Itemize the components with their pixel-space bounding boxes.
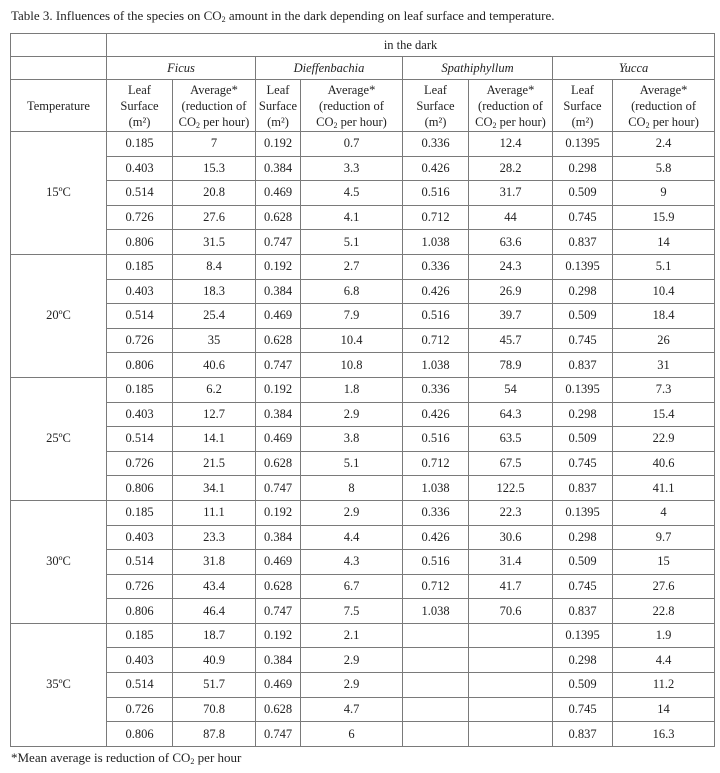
temperature-cell: 35ºC [11,623,107,746]
table-row [11,304,715,329]
leaf-surface-cell: 0.726 [107,205,173,230]
leaf-surface-cell: 0.426 [403,525,469,550]
leaf-surface-cell [403,722,469,747]
leaf-surface-cell: 0.336 [403,254,469,279]
average-cell: 7.5 [301,599,403,624]
avg-line-3-suffix: per hour) [496,114,546,129]
table-row [11,550,715,575]
average-cell: 10.4 [301,328,403,353]
leaf-surface-cell: 0.185 [107,623,173,648]
leaf-surface-cell: 0.514 [107,181,173,206]
average-cell: 25.4 [173,304,256,329]
average-cell: 0.7 [301,132,403,157]
table-row [11,623,715,648]
avg-line-2: (reduction of [478,98,543,113]
leaf-surface-cell: 0.514 [107,550,173,575]
table-row [11,697,715,722]
average-cell [469,623,553,648]
average-cell: 7.9 [301,304,403,329]
leaf-line-3: (m²) [571,114,594,129]
average-cell [469,673,553,698]
leaf-surface-cell: 0.806 [107,476,173,501]
leaf-surface-cell: 0.426 [403,279,469,304]
leaf-surface-cell: 0.837 [553,230,613,255]
average-cell [469,722,553,747]
footnote-suffix: per hour [194,750,242,765]
leaf-surface-cell: 0.628 [256,205,301,230]
header-leaf-surface [107,80,173,132]
leaf-surface-cell: 0.516 [403,427,469,452]
header-average [469,80,553,132]
temperature-cell: 30ºC [11,500,107,623]
leaf-surface-cell: 0.1395 [553,500,613,525]
leaf-surface-cell: 0.745 [553,205,613,230]
leaf-line-1: Leaf [571,82,594,97]
co2-table [10,33,715,747]
footnote-prefix: *Mean average is reduction of CO [11,750,191,765]
leaf-surface-cell: 0.185 [107,377,173,402]
leaf-surface-cell: 0.1395 [553,377,613,402]
average-cell: 11.1 [173,500,256,525]
header-row-columns [11,80,715,132]
leaf-surface-cell: 0.712 [403,451,469,476]
table-row [11,230,715,255]
average-cell: 34.1 [173,476,256,501]
leaf-surface-cell: 0.192 [256,500,301,525]
average-cell: 5.8 [613,156,715,181]
average-cell: 70.6 [469,599,553,624]
average-cell: 78.9 [469,353,553,378]
leaf-surface-cell [403,648,469,673]
leaf-line-2: Surface [120,98,159,113]
average-cell: 18.7 [173,623,256,648]
leaf-line-1: Leaf [424,82,447,97]
average-cell: 87.8 [173,722,256,747]
leaf-surface-cell: 0.837 [553,722,613,747]
average-cell: 67.5 [469,451,553,476]
average-cell [469,697,553,722]
leaf-surface-cell: 0.469 [256,427,301,452]
average-cell: 1.8 [301,377,403,402]
leaf-surface-cell: 0.403 [107,402,173,427]
avg-line-3-suffix: per hour) [337,114,387,129]
leaf-surface-cell [403,623,469,648]
avg-line-3-prefix: CO [628,114,646,129]
leaf-surface-cell: 0.336 [403,377,469,402]
header-row-species [11,57,715,80]
average-cell: 8.4 [173,254,256,279]
leaf-surface-cell: 0.185 [107,254,173,279]
avg-line-2: (reduction of [181,98,247,113]
avg-line-1: Average* [486,82,535,97]
leaf-surface-cell: 0.745 [553,328,613,353]
leaf-line-3: (m²) [128,114,151,129]
table-row [11,132,715,157]
table-row [11,328,715,353]
average-cell: 122.5 [469,476,553,501]
average-cell: 22.9 [613,427,715,452]
leaf-surface-cell: 0.514 [107,304,173,329]
leaf-surface-cell: 0.298 [553,402,613,427]
leaf-surface-cell: 0.336 [403,500,469,525]
leaf-surface-cell: 0.806 [107,599,173,624]
average-cell: 27.6 [173,205,256,230]
header-species-yucca: Yucca [553,57,715,80]
leaf-surface-cell: 0.509 [553,550,613,575]
average-cell: 3.3 [301,156,403,181]
avg-line-1: Average* [190,82,238,97]
average-cell: 40.6 [173,353,256,378]
header-species-ficus: Ficus [107,57,256,80]
average-cell: 9 [613,181,715,206]
header-leaf-surface [256,80,301,132]
leaf-surface-cell: 0.726 [107,451,173,476]
leaf-surface-cell: 0.298 [553,648,613,673]
caption-prefix: Table 3. Influences of the species on CO [11,8,222,23]
average-cell: 23.3 [173,525,256,550]
avg-line-3-sub: 2 [333,120,338,130]
leaf-surface-cell [403,697,469,722]
leaf-surface-cell: 0.384 [256,402,301,427]
average-cell: 7 [173,132,256,157]
leaf-surface-cell: 0.192 [256,377,301,402]
leaf-surface-cell: 0.384 [256,525,301,550]
average-cell: 31 [613,353,715,378]
avg-line-3-sub: 2 [492,120,497,130]
leaf-surface-cell: 1.038 [403,476,469,501]
average-cell: 2.9 [301,648,403,673]
average-cell: 4.3 [301,550,403,575]
average-cell: 14 [613,230,715,255]
table-caption [11,8,554,24]
leaf-surface-cell [403,673,469,698]
leaf-surface-cell: 0.628 [256,574,301,599]
leaf-surface-cell: 1.038 [403,230,469,255]
average-cell: 15.3 [173,156,256,181]
average-cell: 2.9 [301,500,403,525]
leaf-surface-cell: 0.516 [403,304,469,329]
table-row [11,722,715,747]
table-row [11,156,715,181]
average-cell: 10.4 [613,279,715,304]
avg-line-3-prefix: CO [178,114,197,129]
leaf-surface-cell: 0.192 [256,132,301,157]
leaf-surface-cell: 0.806 [107,353,173,378]
average-cell: 35 [173,328,256,353]
leaf-surface-cell: 0.712 [403,574,469,599]
average-cell: 24.3 [469,254,553,279]
leaf-surface-cell: 0.747 [256,353,301,378]
leaf-surface-cell: 0.403 [107,648,173,673]
footnote [11,750,241,766]
leaf-line-1: Leaf [128,82,151,97]
leaf-surface-cell: 0.426 [403,402,469,427]
avg-line-1: Average* [327,82,376,97]
leaf-surface-cell: 0.403 [107,525,173,550]
table-row [11,500,715,525]
table-row [11,181,715,206]
leaf-surface-cell: 0.185 [107,500,173,525]
avg-line-3-suffix: per hour) [200,114,250,129]
table-row [11,205,715,230]
average-cell: 39.7 [469,304,553,329]
header-temperature: Temperature [11,80,107,132]
average-cell: 45.7 [469,328,553,353]
average-cell: 5.1 [301,230,403,255]
average-cell: 63.5 [469,427,553,452]
leaf-line-1: Leaf [266,82,290,97]
leaf-surface-cell: 0.1395 [553,623,613,648]
average-cell: 20.8 [173,181,256,206]
table-row [11,451,715,476]
average-cell: 4 [613,500,715,525]
temperature-cell: 25ºC [11,377,107,500]
average-cell: 26.9 [469,279,553,304]
table-row [11,648,715,673]
leaf-surface-cell: 0.837 [553,353,613,378]
leaf-surface-cell: 0.298 [553,156,613,181]
leaf-surface-cell: 0.298 [553,525,613,550]
header-leaf-surface [403,80,469,132]
avg-line-3-prefix: CO [475,114,493,129]
average-cell: 30.6 [469,525,553,550]
average-cell: 2.7 [301,254,403,279]
average-cell: 12.7 [173,402,256,427]
leaf-surface-cell: 0.384 [256,156,301,181]
average-cell: 27.6 [613,574,715,599]
average-cell: 6.7 [301,574,403,599]
average-cell: 54 [469,377,553,402]
leaf-surface-cell: 0.747 [256,722,301,747]
average-cell: 14.1 [173,427,256,452]
average-cell: 2.9 [301,673,403,698]
average-cell: 5.1 [301,451,403,476]
table-row [11,353,715,378]
average-cell: 8 [301,476,403,501]
average-cell: 26 [613,328,715,353]
table-row [11,525,715,550]
leaf-surface-cell: 0.726 [107,574,173,599]
average-cell: 43.4 [173,574,256,599]
average-cell: 18.3 [173,279,256,304]
average-cell: 9.7 [613,525,715,550]
average-cell: 14 [613,697,715,722]
leaf-surface-cell: 0.806 [107,722,173,747]
leaf-surface-cell: 0.509 [553,427,613,452]
leaf-surface-cell: 0.745 [553,451,613,476]
table-row [11,279,715,304]
average-cell: 11.2 [613,673,715,698]
average-cell: 2.1 [301,623,403,648]
header-empty-cell [11,34,107,57]
average-cell: 64.3 [469,402,553,427]
caption-subscript: 2 [221,15,226,24]
leaf-surface-cell: 0.336 [403,132,469,157]
leaf-surface-cell: 0.509 [553,304,613,329]
leaf-surface-cell: 0.192 [256,254,301,279]
leaf-surface-cell: 0.469 [256,550,301,575]
table-row [11,476,715,501]
table-row [11,574,715,599]
average-cell: 28.2 [469,156,553,181]
average-cell: 4.7 [301,697,403,722]
leaf-surface-cell: 0.185 [107,132,173,157]
average-cell: 6.2 [173,377,256,402]
average-cell: 3.8 [301,427,403,452]
average-cell: 2.9 [301,402,403,427]
average-cell: 4.1 [301,205,403,230]
leaf-surface-cell: 0.745 [553,697,613,722]
average-cell: 16.3 [613,722,715,747]
average-cell: 44 [469,205,553,230]
leaf-line-2: Surface [563,98,602,113]
leaf-surface-cell: 0.628 [256,451,301,476]
average-cell [469,648,553,673]
header-species-dieffenbachia: Dieffenbachia [256,57,403,80]
leaf-surface-cell: 0.837 [553,476,613,501]
leaf-surface-cell: 0.628 [256,697,301,722]
average-cell: 41.7 [469,574,553,599]
header-in-the-dark: in the dark [107,34,715,57]
leaf-line-2: Surface [258,98,298,113]
average-cell: 4.4 [301,525,403,550]
table-row [11,402,715,427]
leaf-surface-cell: 0.514 [107,427,173,452]
leaf-surface-cell: 0.745 [553,574,613,599]
average-cell: 4.5 [301,181,403,206]
header-species-spathiphyllum: Spathiphyllum [403,57,553,80]
leaf-surface-cell: 0.469 [256,673,301,698]
leaf-surface-cell: 0.403 [107,279,173,304]
leaf-surface-cell: 1.038 [403,599,469,624]
average-cell: 31.7 [469,181,553,206]
average-cell: 7.3 [613,377,715,402]
leaf-surface-cell: 0.384 [256,648,301,673]
leaf-surface-cell: 0.628 [256,328,301,353]
average-cell: 40.9 [173,648,256,673]
average-cell: 22.8 [613,599,715,624]
average-cell: 6 [301,722,403,747]
avg-line-3-sub: 2 [196,120,201,130]
average-cell: 31.4 [469,550,553,575]
leaf-surface-cell: 0.403 [107,156,173,181]
header-leaf-surface [553,80,613,132]
average-cell: 46.4 [173,599,256,624]
average-cell: 31.8 [173,550,256,575]
average-cell: 2.4 [613,132,715,157]
average-cell: 63.6 [469,230,553,255]
average-cell: 31.5 [173,230,256,255]
average-cell: 18.4 [613,304,715,329]
header-average [173,80,256,132]
leaf-surface-cell: 0.806 [107,230,173,255]
leaf-surface-cell: 0.469 [256,181,301,206]
avg-line-3-sub: 2 [645,120,650,130]
average-cell: 15 [613,550,715,575]
leaf-line-3: (m²) [267,114,289,129]
average-cell: 15.4 [613,402,715,427]
leaf-surface-cell: 0.514 [107,673,173,698]
footnote-subscript: 2 [190,757,195,766]
average-cell: 22.3 [469,500,553,525]
header-row-group [11,34,715,57]
table-row [11,427,715,452]
average-cell: 5.1 [613,254,715,279]
leaf-surface-cell: 0.747 [256,599,301,624]
leaf-surface-cell: 1.038 [403,353,469,378]
avg-line-1: Average* [639,82,688,97]
avg-line-2: (reduction of [319,98,384,113]
leaf-surface-cell: 0.726 [107,697,173,722]
table-row [11,673,715,698]
average-cell: 1.9 [613,623,715,648]
leaf-surface-cell: 0.1395 [553,132,613,157]
leaf-surface-cell: 0.516 [403,550,469,575]
average-cell: 41.1 [613,476,715,501]
avg-line-3-prefix: CO [316,114,334,129]
average-cell: 15.9 [613,205,715,230]
table-row [11,254,715,279]
header-average [613,80,715,132]
caption-suffix: amount in the dark depending on leaf surface and temperature. [225,8,555,23]
header-empty-cell [11,57,107,80]
leaf-surface-cell: 0.837 [553,599,613,624]
leaf-surface-cell: 0.192 [256,623,301,648]
average-cell: 40.6 [613,451,715,476]
leaf-surface-cell: 0.384 [256,279,301,304]
leaf-surface-cell: 0.712 [403,328,469,353]
average-cell: 6.8 [301,279,403,304]
avg-line-3-suffix: per hour) [649,114,699,129]
header-average [301,80,403,132]
leaf-surface-cell: 0.747 [256,230,301,255]
table-row [11,599,715,624]
average-cell: 51.7 [173,673,256,698]
leaf-surface-cell: 0.509 [553,181,613,206]
temperature-cell: 20ºC [11,254,107,377]
leaf-surface-cell: 0.469 [256,304,301,329]
leaf-line-2: Surface [416,98,455,113]
leaf-surface-cell: 0.516 [403,181,469,206]
leaf-surface-cell: 0.426 [403,156,469,181]
leaf-surface-cell: 0.726 [107,328,173,353]
avg-line-2: (reduction of [631,98,696,113]
leaf-line-3: (m²) [424,114,447,129]
table-row [11,377,715,402]
leaf-surface-cell: 0.509 [553,673,613,698]
leaf-surface-cell: 0.712 [403,205,469,230]
leaf-surface-cell: 0.298 [553,279,613,304]
average-cell: 4.4 [613,648,715,673]
temperature-cell: 15ºC [11,132,107,255]
average-cell: 12.4 [469,132,553,157]
leaf-surface-cell: 0.747 [256,476,301,501]
average-cell: 21.5 [173,451,256,476]
leaf-surface-cell: 0.1395 [553,254,613,279]
average-cell: 70.8 [173,697,256,722]
average-cell: 10.8 [301,353,403,378]
